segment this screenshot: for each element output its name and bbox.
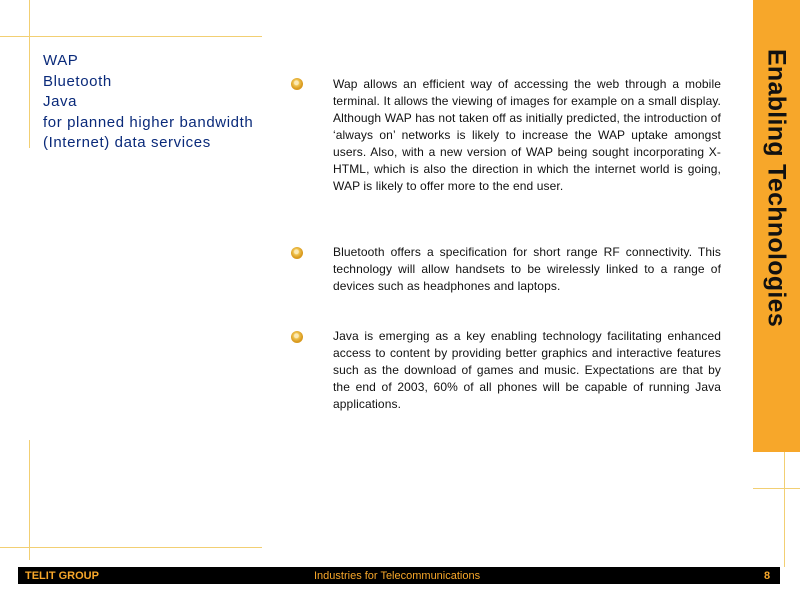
bullet-icon (291, 247, 303, 259)
technology-list-item: (Internet) data services (43, 134, 211, 151)
footer-company: TELIT GROUP (25, 570, 99, 582)
bullet-icon (291, 78, 303, 90)
guide-line-horizontal-bottom (0, 547, 262, 548)
technology-list-item: WAP (43, 52, 79, 69)
guide-line-horizontal-top (0, 36, 262, 37)
bullet-icon (291, 331, 303, 343)
technology-list-item: for planned higher bandwidth (43, 113, 254, 131)
footer-tagline: Industries for Telecommunications (314, 570, 481, 582)
page-number: 8 (764, 570, 771, 582)
technology-list (43, 51, 293, 154)
guide-line-vertical-top (29, 0, 30, 148)
wap-paragraph: Wap allows an efficient way of accessing the web through a mobile terminal. It allows the viewing of images for example on a small display. Although WAP has not taken off as initially predicted, the introduction of ‘always on’ networks is likely to increase the WAP uptake amongst users. Also, with a new version of WAP being sought incorporating X-HTML, which is also the direction in which the internet world is going, WAP is likely to offer more to the end user. (333, 77, 721, 193)
bluetooth-paragraph: Bluetooth offers a specification for short range RF connectivity. This technology will allow handsets to be wirelessly linked to a range of devices such as headphones and laptops. (333, 245, 721, 293)
page-title: Enabling Technologies (762, 48, 791, 328)
technology-list-item: Java (43, 93, 78, 110)
guide-line-vertical-bottom (29, 440, 30, 560)
guide-line-right-horizontal (753, 488, 800, 489)
guide-line-right-vertical (784, 452, 785, 567)
java-paragraph: Java is emerging as a key enabling technology facilitating enhanced access to content by providing better graphics and interactive features such as the download of games and music. Expectations are that by the end of 2003, 60% of all phones will be capable of running Java applications. (333, 329, 721, 411)
technology-list-item: Bluetooth (43, 72, 112, 90)
